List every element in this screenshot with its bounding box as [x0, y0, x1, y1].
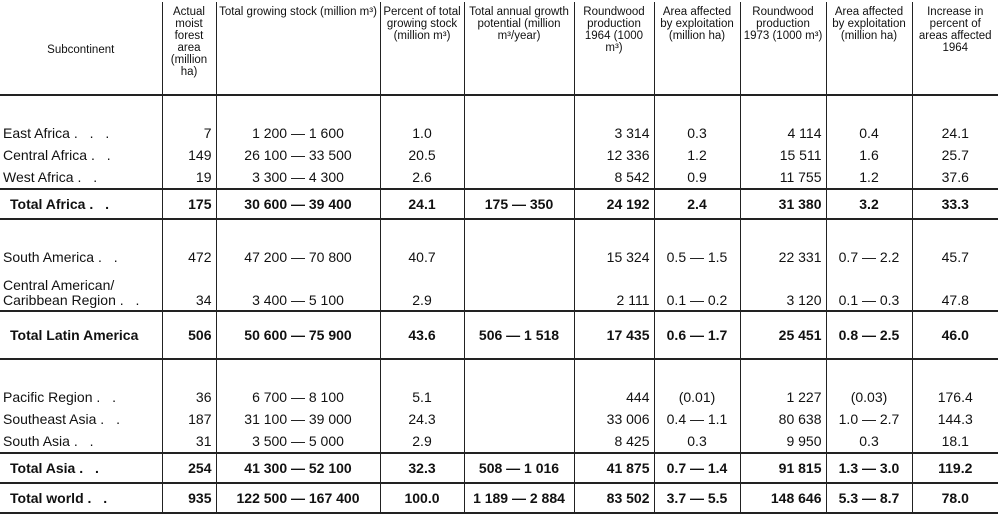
cell-increase: 18.1	[912, 430, 998, 453]
cell-growth: 175 — 350	[464, 189, 574, 219]
table-row	[0, 144, 998, 166]
cell-increase: 45.7	[912, 246, 998, 268]
cell-rw-1973: 9 950	[740, 430, 826, 453]
total-row	[0, 189, 998, 219]
table-row	[0, 386, 998, 408]
leader-dots: . .	[96, 389, 121, 405]
cell-area: 254	[162, 453, 216, 483]
cell-area-1964: 0.7 — 1.4	[654, 453, 740, 483]
row-label	[0, 483, 162, 513]
subcontinent-name: West Africa	[3, 169, 74, 185]
cell-area-1973: 0.1 — 0.3	[826, 268, 912, 311]
cell-area: 31	[162, 430, 216, 453]
header-roundwood-1973: Roundwood production 1973 (1000 m³)	[740, 2, 826, 95]
cell-rw-1973: 3 120	[740, 268, 826, 311]
cell-area-1964: 0.3	[654, 430, 740, 453]
cell-area-1964: 0.3	[654, 122, 740, 144]
subcontinent-name: Central American/ Caribbean Region	[3, 277, 116, 308]
cell-percent: 2.9	[380, 268, 464, 311]
cell-stock: 50 600 — 75 900	[216, 311, 380, 359]
forest-statistics-table	[0, 2, 998, 514]
cell-stock: 1 200 — 1 600	[216, 122, 380, 144]
cell-rw-1964: 2 111	[574, 268, 654, 311]
cell-percent: 40.7	[380, 246, 464, 268]
cell-increase: 78.0	[912, 483, 998, 513]
cell-area: 175	[162, 189, 216, 219]
header-area-1973: Area affected by exploitation (million ha)	[826, 2, 912, 95]
cell-stock: 41 300 — 52 100	[216, 453, 380, 483]
cell-percent: 5.1	[380, 386, 464, 408]
cell-rw-1964: 41 875	[574, 453, 654, 483]
cell-area-1973: 5.3 — 8.7	[826, 483, 912, 513]
cell-increase: 24.1	[912, 122, 998, 144]
subcontinent-name: Central Africa	[3, 147, 88, 163]
cell-percent: 20.5	[380, 144, 464, 166]
cell-increase: 46.0	[912, 311, 998, 359]
subcontinent-name: Southeast Asia	[3, 411, 97, 427]
cell-rw-1964: 8 425	[574, 430, 654, 453]
cell-stock: 30 600 — 39 400	[216, 189, 380, 219]
cell-area-1973: 0.8 — 2.5	[826, 311, 912, 359]
leader-dots: . .	[79, 460, 103, 476]
cell-area-1964: 2.4	[654, 189, 740, 219]
cell-area: 149	[162, 144, 216, 166]
subcontinent-name: Total world	[10, 490, 84, 506]
cell-growth	[464, 408, 574, 430]
cell-percent: 2.9	[380, 430, 464, 453]
cell-rw-1973: 22 331	[740, 246, 826, 268]
cell-percent: 24.3	[380, 408, 464, 430]
cell-area-1964: 0.6 — 1.7	[654, 311, 740, 359]
leader-dots: . .	[119, 292, 144, 308]
cell-percent: 2.6	[380, 166, 464, 189]
subcontinent-name: Pacific Region	[3, 389, 93, 405]
cell-growth: 506 — 1 518	[464, 311, 574, 359]
table-row	[0, 430, 998, 453]
cell-rw-1964: 444	[574, 386, 654, 408]
cell-increase: 37.6	[912, 166, 998, 189]
cell-area: 187	[162, 408, 216, 430]
subcontinent-name: Total Latin America	[10, 326, 139, 343]
cell-rw-1973: 80 638	[740, 408, 826, 430]
cell-growth	[464, 268, 574, 311]
cell-area-1973: 0.4	[826, 122, 912, 144]
cell-area-1964: 0.1 — 0.2	[654, 268, 740, 311]
cell-area-1973: 1.3 — 3.0	[826, 453, 912, 483]
row-label	[0, 453, 162, 483]
cell-increase: 144.3	[912, 408, 998, 430]
cell-growth: 508 — 1 016	[464, 453, 574, 483]
cell-area: 506	[162, 311, 216, 359]
cell-area-1973: 0.7 — 2.2	[826, 246, 912, 268]
row-label	[0, 166, 162, 189]
cell-percent: 32.3	[380, 453, 464, 483]
cell-stock: 3 300 — 4 300	[216, 166, 380, 189]
cell-area-1973: (0.03)	[826, 386, 912, 408]
cell-area-1964: 3.7 — 5.5	[654, 483, 740, 513]
cell-rw-1964: 3 314	[574, 122, 654, 144]
cell-increase: 33.3	[912, 189, 998, 219]
cell-percent: 100.0	[380, 483, 464, 513]
cell-growth	[464, 122, 574, 144]
cell-growth	[464, 166, 574, 189]
cell-area-1973: 0.3	[826, 430, 912, 453]
cell-rw-1964: 24 192	[574, 189, 654, 219]
cell-rw-1964: 15 324	[574, 246, 654, 268]
row-label	[0, 430, 162, 453]
subcontinent-name: East Africa	[3, 125, 70, 141]
cell-stock: 3 400 — 5 100	[216, 268, 380, 311]
table-row	[0, 408, 998, 430]
cell-area: 472	[162, 246, 216, 268]
spacer-row	[0, 95, 998, 122]
cell-area-1964: 0.5 — 1.5	[654, 246, 740, 268]
cell-rw-1973: 91 815	[740, 453, 826, 483]
cell-stock: 26 100 — 33 500	[216, 144, 380, 166]
subcontinent-name: South Asia	[3, 433, 70, 449]
total-world-row	[0, 483, 998, 513]
cell-area: 19	[162, 166, 216, 189]
subcontinent-name: Total Africa	[10, 196, 86, 212]
cell-growth	[464, 430, 574, 453]
cell-rw-1964: 12 336	[574, 144, 654, 166]
header-increase: Increase in percent of areas affected 1964	[912, 2, 998, 95]
table-row	[0, 246, 998, 268]
header-area-1964: Area affected by exploitation (million ha)	[654, 2, 740, 95]
table-row	[0, 268, 998, 311]
cell-area: 7	[162, 122, 216, 144]
cell-rw-1964: 83 502	[574, 483, 654, 513]
cell-growth: 1 189 — 2 884	[464, 483, 574, 513]
subcontinent-name: South America	[3, 249, 95, 265]
table-row	[0, 166, 998, 189]
cell-rw-1973: 148 646	[740, 483, 826, 513]
cell-stock: 6 700 — 8 100	[216, 386, 380, 408]
cell-rw-1964: 17 435	[574, 311, 654, 359]
leader-dots: . . .	[73, 125, 114, 141]
row-label	[0, 246, 162, 268]
cell-area-1964: 1.2	[654, 144, 740, 166]
cell-area-1973: 3.2	[826, 189, 912, 219]
cell-area: 34	[162, 268, 216, 311]
cell-rw-1964: 33 006	[574, 408, 654, 430]
row-label	[0, 268, 162, 311]
leader-dots: . .	[73, 433, 98, 449]
header-growth-potential: Total annual growth potential (million m³/year)	[464, 2, 574, 95]
leader-dots: . .	[87, 490, 112, 506]
row-label	[0, 144, 162, 166]
cell-stock: 47 200 — 70 800	[216, 246, 380, 268]
row-label	[0, 386, 162, 408]
leader-dots: . .	[90, 147, 115, 163]
header-percent-stock: Percent of total growing stock (million m³)	[380, 2, 464, 95]
spacer-row	[0, 219, 998, 246]
leader-dots: . .	[89, 196, 114, 212]
cell-percent: 1.0	[380, 122, 464, 144]
cell-growth	[464, 144, 574, 166]
cell-area: 935	[162, 483, 216, 513]
header-actual-area: Actual moist forest area (million ha)	[162, 2, 216, 95]
cell-increase: 176.4	[912, 386, 998, 408]
cell-growth	[464, 386, 574, 408]
header-subcontinent: Subcontinent	[0, 2, 162, 95]
row-label	[0, 189, 162, 219]
spacer-row	[0, 359, 998, 386]
row-label	[0, 408, 162, 430]
cell-stock: 3 500 — 5 000	[216, 430, 380, 453]
cell-stock: 122 500 — 167 400	[216, 483, 380, 513]
header-row	[0, 2, 998, 95]
cell-increase: 25.7	[912, 144, 998, 166]
cell-area-1973: 1.6	[826, 144, 912, 166]
cell-rw-1973: 25 451	[740, 311, 826, 359]
cell-area-1973: 1.0 — 2.7	[826, 408, 912, 430]
subcontinent-name: Total Asia	[10, 460, 76, 476]
cell-area-1964: (0.01)	[654, 386, 740, 408]
table-row	[0, 122, 998, 144]
cell-area-1964: 0.9	[654, 166, 740, 189]
leader-dots: . .	[77, 169, 102, 185]
header-roundwood-1964: Roundwood production 1964 (1000 m³)	[574, 2, 654, 95]
cell-area: 36	[162, 386, 216, 408]
cell-rw-1973: 4 114	[740, 122, 826, 144]
cell-area-1964: 0.4 — 1.1	[654, 408, 740, 430]
header-growing-stock: Total growing stock (million m³)	[216, 2, 380, 95]
row-label	[0, 311, 162, 359]
cell-percent: 43.6	[380, 311, 464, 359]
cell-increase: 47.8	[912, 268, 998, 311]
cell-rw-1973: 11 755	[740, 166, 826, 189]
cell-stock: 31 100 — 39 000	[216, 408, 380, 430]
cell-rw-1973: 1 227	[740, 386, 826, 408]
leader-dots: . .	[97, 249, 122, 265]
leader-dots: . .	[100, 411, 124, 427]
cell-growth	[464, 246, 574, 268]
cell-percent: 24.1	[380, 189, 464, 219]
cell-rw-1964: 8 542	[574, 166, 654, 189]
total-row	[0, 311, 998, 359]
cell-increase: 119.2	[912, 453, 998, 483]
cell-area-1973: 1.2	[826, 166, 912, 189]
row-label	[0, 122, 162, 144]
total-row	[0, 453, 998, 483]
cell-rw-1973: 15 511	[740, 144, 826, 166]
cell-rw-1973: 31 380	[740, 189, 826, 219]
